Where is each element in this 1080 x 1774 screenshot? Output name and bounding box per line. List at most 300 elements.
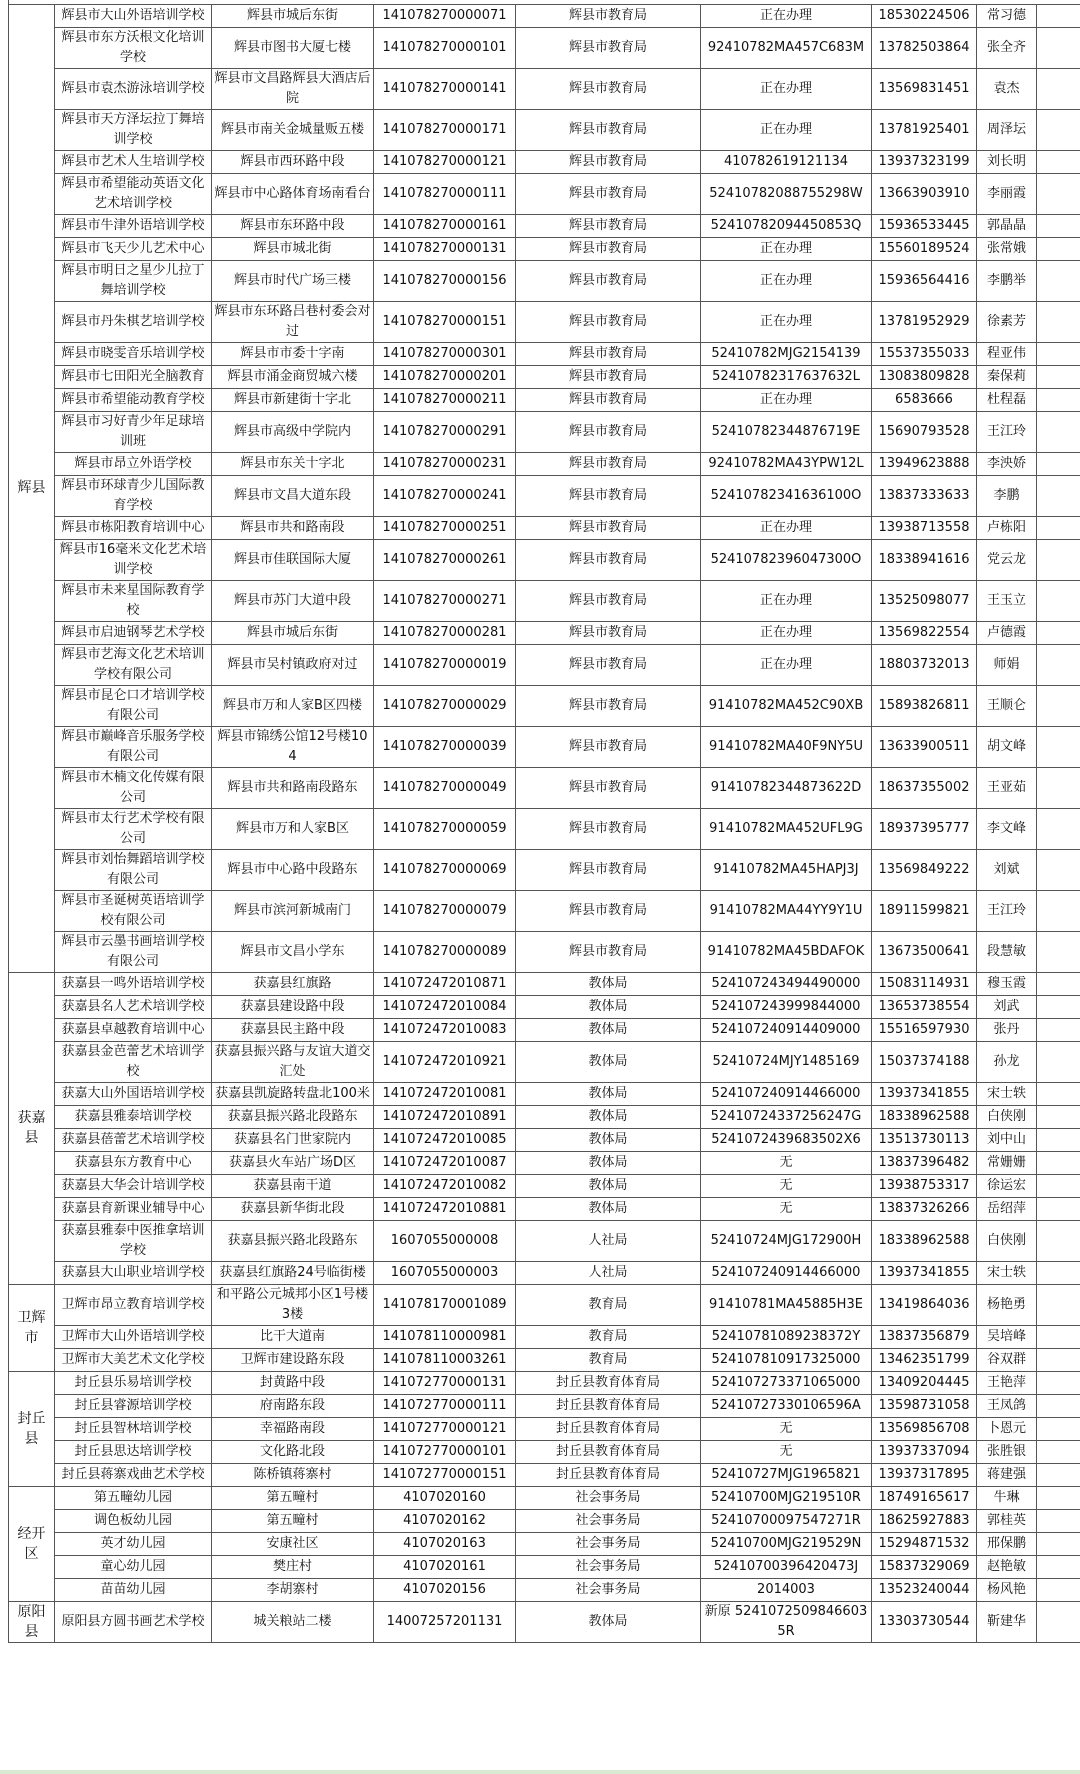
contact-person-cell: 王顺仑 — [977, 685, 1037, 726]
contact-person-cell: 郭晶晶 — [977, 214, 1037, 237]
license-number-cell: 141078270000201 — [374, 365, 516, 388]
credit-code-cell: 无 — [701, 1417, 872, 1440]
phone-cell: 13673500641 — [872, 931, 977, 972]
table-row — [9, 995, 1080, 1018]
region-cell: 原阳县 — [9, 1601, 55, 1642]
empty-cell — [1037, 1128, 1080, 1151]
phone-cell: 13949623888 — [872, 452, 977, 475]
authority-cell: 教体局 — [516, 995, 701, 1018]
school-name-cell: 卫辉市大山外语培训学校 — [55, 1325, 212, 1348]
license-number-cell: 141072472010871 — [374, 972, 516, 995]
empty-cell — [1037, 1174, 1080, 1197]
empty-cell — [1037, 580, 1080, 621]
empty-cell — [1037, 1601, 1080, 1642]
license-number-cell: 141078270000069 — [374, 849, 516, 890]
phone-cell: 13409204445 — [872, 1371, 977, 1394]
empty-cell — [1037, 767, 1080, 808]
address-cell: 辉县市东环路中段 — [212, 214, 374, 237]
license-number-cell: 141078270000131 — [374, 237, 516, 260]
table-row — [9, 1394, 1080, 1417]
credit-code-cell: 52410782094450853Q — [701, 214, 872, 237]
school-name-cell: 辉县市16毫米文化艺术培训学校 — [55, 539, 212, 580]
table-row — [9, 388, 1080, 411]
table-row — [9, 27, 1080, 68]
empty-cell — [1037, 808, 1080, 849]
empty-cell — [1037, 931, 1080, 972]
empty-cell — [1037, 995, 1080, 1018]
school-name-cell: 辉县市明日之星少儿拉丁舞培训学校 — [55, 260, 212, 301]
authority-cell: 辉县市教育局 — [516, 411, 701, 452]
contact-person-cell: 杜程磊 — [977, 388, 1037, 411]
authority-cell: 辉县市教育局 — [516, 173, 701, 214]
empty-cell — [1037, 342, 1080, 365]
address-cell: 辉县市城后东街 — [212, 621, 374, 644]
contact-person-cell: 党云龙 — [977, 539, 1037, 580]
school-name-cell: 获嘉县育新课业辅导中心 — [55, 1197, 212, 1220]
contact-person-cell: 徐素芳 — [977, 301, 1037, 342]
phone-cell: 18530224506 — [872, 4, 977, 27]
school-name-cell: 获嘉县金芭蕾艺术培训学校 — [55, 1041, 212, 1082]
contact-person-cell: 牛琳 — [977, 1486, 1037, 1509]
license-number-cell: 141078270000101 — [374, 27, 516, 68]
phone-cell: 13781925401 — [872, 109, 977, 150]
license-number-cell: 4107020161 — [374, 1555, 516, 1578]
contact-person-cell: 王凤鸽 — [977, 1394, 1037, 1417]
license-number-cell: 4107020156 — [374, 1578, 516, 1601]
license-number-cell: 141078270000271 — [374, 580, 516, 621]
credit-code-cell: 524107273371065000 — [701, 1371, 872, 1394]
contact-person-cell: 刘斌 — [977, 849, 1037, 890]
authority-cell: 社会事务局 — [516, 1578, 701, 1601]
license-number-cell: 141072472010881 — [374, 1197, 516, 1220]
authority-cell: 封丘县教育体育局 — [516, 1371, 701, 1394]
empty-cell — [1037, 1509, 1080, 1532]
empty-cell — [1037, 1440, 1080, 1463]
credit-code-cell: 52410782317637632L — [701, 365, 872, 388]
credit-code-cell: 无 — [701, 1197, 872, 1220]
authority-cell: 辉县市教育局 — [516, 68, 701, 109]
address-cell: 辉县市高级中学院内 — [212, 411, 374, 452]
address-cell: 卫辉市建设路东段 — [212, 1348, 374, 1371]
school-name-cell: 辉县市习好青少年足球培训班 — [55, 411, 212, 452]
contact-person-cell: 白侠刚 — [977, 1220, 1037, 1261]
address-cell: 辉县市东环路吕巷村委会对过 — [212, 301, 374, 342]
address-cell: 获嘉县民主路中段 — [212, 1018, 374, 1041]
address-cell: 和平路公元城邦小区1号楼3楼 — [212, 1284, 374, 1325]
address-cell: 辉县市时代广场三楼 — [212, 260, 374, 301]
contact-person-cell: 程亚伟 — [977, 342, 1037, 365]
license-number-cell: 141078270000111 — [374, 173, 516, 214]
address-cell: 辉县市西环路中段 — [212, 150, 374, 173]
school-name-cell: 辉县市大山外语培训学校 — [55, 4, 212, 27]
contact-person-cell: 卜恩元 — [977, 1417, 1037, 1440]
contact-person-cell: 王江玲 — [977, 411, 1037, 452]
credit-code-cell: 91410782MA40F9NY5U — [701, 726, 872, 767]
authority-cell: 辉县市教育局 — [516, 301, 701, 342]
credit-code-cell: 正在办理 — [701, 237, 872, 260]
license-number-cell: 141078270000156 — [374, 260, 516, 301]
empty-cell — [1037, 1532, 1080, 1555]
credit-code-cell: 92410782MA43YPW12L — [701, 452, 872, 475]
credit-code-cell: 正在办理 — [701, 388, 872, 411]
credit-code-cell: 52410700097547271R — [701, 1509, 872, 1532]
license-number-cell: 141078270000231 — [374, 452, 516, 475]
credit-code-cell: 524107810917325000 — [701, 1348, 872, 1371]
table-row — [9, 1261, 1080, 1284]
contact-person-cell: 吴培峰 — [977, 1325, 1037, 1348]
empty-cell — [1037, 1151, 1080, 1174]
address-cell: 辉县市文昌大道东段 — [212, 475, 374, 516]
phone-cell: 15837329069 — [872, 1555, 977, 1578]
address-cell: 幸福路南段 — [212, 1417, 374, 1440]
authority-cell: 辉县市教育局 — [516, 260, 701, 301]
authority-cell: 辉县市教育局 — [516, 726, 701, 767]
authority-cell: 辉县市教育局 — [516, 342, 701, 365]
address-cell: 辉县市南关金城量贩五楼 — [212, 109, 374, 150]
address-cell: 获嘉县火车站广场D区 — [212, 1151, 374, 1174]
contact-person-cell: 常习德 — [977, 4, 1037, 27]
credit-code-cell: 正在办理 — [701, 580, 872, 621]
phone-cell: 18637355002 — [872, 767, 977, 808]
empty-cell — [1037, 1105, 1080, 1128]
license-number-cell: 141072472010084 — [374, 995, 516, 1018]
table-row — [9, 1463, 1080, 1486]
credit-code-cell: 正在办理 — [701, 4, 872, 27]
address-cell: 获嘉县名门世家院内 — [212, 1128, 374, 1151]
authority-cell: 社会事务局 — [516, 1532, 701, 1555]
school-name-cell: 获嘉大山外国语培训学校 — [55, 1082, 212, 1105]
contact-person-cell: 胡文峰 — [977, 726, 1037, 767]
address-cell: 府南路东段 — [212, 1394, 374, 1417]
authority-cell: 辉县市教育局 — [516, 849, 701, 890]
table-row — [9, 539, 1080, 580]
school-name-cell: 辉县市太行艺术学校有限公司 — [55, 808, 212, 849]
empty-cell — [1037, 621, 1080, 644]
table-row — [9, 4, 1080, 27]
license-number-cell: 141078110003261 — [374, 1348, 516, 1371]
empty-cell — [1037, 1220, 1080, 1261]
school-name-cell: 获嘉县大华会计培训学校 — [55, 1174, 212, 1197]
table-row — [9, 685, 1080, 726]
empty-cell — [1037, 1486, 1080, 1509]
empty-cell — [1037, 539, 1080, 580]
license-number-cell: 141078270000049 — [374, 767, 516, 808]
authority-cell: 教育局 — [516, 1284, 701, 1325]
authority-cell: 封丘县教育体育局 — [516, 1463, 701, 1486]
credit-code-cell: 524107243968350​2X6 — [701, 1128, 872, 1151]
contact-person-cell: 蒋建强 — [977, 1463, 1037, 1486]
phone-cell: 13569856708 — [872, 1417, 977, 1440]
authority-cell: 教体局 — [516, 1151, 701, 1174]
empty-cell — [1037, 1578, 1080, 1601]
address-cell: 获嘉县建设路中段 — [212, 995, 374, 1018]
school-name-cell: 辉县市晓雯音乐培训学校 — [55, 342, 212, 365]
authority-cell: 辉县市教育局 — [516, 808, 701, 849]
table-row — [9, 475, 1080, 516]
table-row — [9, 890, 1080, 931]
empty-cell — [1037, 1284, 1080, 1325]
table-row — [9, 68, 1080, 109]
contact-person-cell: 刘长明 — [977, 150, 1037, 173]
empty-cell — [1037, 890, 1080, 931]
contact-person-cell: 刘武 — [977, 995, 1037, 1018]
contact-person-cell: 张丹 — [977, 1018, 1037, 1041]
credit-code-cell: 52410724337256247G — [701, 1105, 872, 1128]
credit-code-cell: 91410782MA45HAPJ3J — [701, 849, 872, 890]
school-name-cell: 辉县市艺海文化艺术培训学校有限公司 — [55, 644, 212, 685]
table-row — [9, 1348, 1080, 1371]
authority-cell: 教体局 — [516, 1018, 701, 1041]
license-number-cell: 141078270000089 — [374, 931, 516, 972]
table-row — [9, 931, 1080, 972]
table-row — [9, 342, 1080, 365]
credit-code-cell: 正在办理 — [701, 644, 872, 685]
table-row — [9, 301, 1080, 342]
phone-cell: 13462351799 — [872, 1348, 977, 1371]
empty-cell — [1037, 1348, 1080, 1371]
authority-cell: 辉县市教育局 — [516, 621, 701, 644]
credit-code-cell: 91410782MA45BDAFOK — [701, 931, 872, 972]
school-name-cell: 辉县市希望能动教育学校 — [55, 388, 212, 411]
contact-person-cell: 段慧敏 — [977, 931, 1037, 972]
license-number-cell: 141072472010085 — [374, 1128, 516, 1151]
address-cell: 辉县市新建街十字北 — [212, 388, 374, 411]
address-cell: 辉县市城北街 — [212, 237, 374, 260]
empty-cell — [1037, 1041, 1080, 1082]
contact-person-cell: 李文峰 — [977, 808, 1037, 849]
empty-cell — [1037, 1463, 1080, 1486]
empty-cell — [1037, 237, 1080, 260]
contact-person-cell: 王玉立 — [977, 580, 1037, 621]
authority-cell: 辉县市教育局 — [516, 516, 701, 539]
empty-cell — [1037, 1325, 1080, 1348]
table-row — [9, 1284, 1080, 1325]
license-number-cell: 141072472010081 — [374, 1082, 516, 1105]
address-cell: 辉县市中心路体育场南看台 — [212, 173, 374, 214]
authority-cell: 辉县市教育局 — [516, 580, 701, 621]
phone-cell: 13083809828 — [872, 365, 977, 388]
school-name-cell: 辉县市七田阳光全脑教育 — [55, 365, 212, 388]
address-cell: 辉县市中心路中段路东 — [212, 849, 374, 890]
license-number-cell: 141078270000291 — [374, 411, 516, 452]
table-row — [9, 1555, 1080, 1578]
license-number-cell: 141078270000141 — [374, 68, 516, 109]
school-name-cell: 获嘉县蓓蕾艺术培训学校 — [55, 1128, 212, 1151]
empty-cell — [1037, 411, 1080, 452]
license-number-cell: 141078270000029 — [374, 685, 516, 726]
school-name-cell: 获嘉县名人艺术培训学校 — [55, 995, 212, 1018]
school-name-cell: 辉县市未来星国际教育学校 — [55, 580, 212, 621]
credit-code-cell: 52410781089238372Y — [701, 1325, 872, 1348]
contact-person-cell: 谷双群 — [977, 1348, 1037, 1371]
address-cell: 樊庄村 — [212, 1555, 374, 1578]
address-cell: 辉县市共和路南段 — [212, 516, 374, 539]
contact-person-cell: 赵艳敏 — [977, 1555, 1037, 1578]
table-row — [9, 849, 1080, 890]
phone-cell: 13782503864 — [872, 27, 977, 68]
empty-cell — [1037, 849, 1080, 890]
authority-cell: 教体局 — [516, 1197, 701, 1220]
table-row — [9, 365, 1080, 388]
school-name-cell: 第五疃幼儿园 — [55, 1486, 212, 1509]
credit-code-cell: 91410782MA452C90XB — [701, 685, 872, 726]
license-number-cell: 141078270000171 — [374, 109, 516, 150]
address-cell: 获嘉县南干道 — [212, 1174, 374, 1197]
address-cell: 辉县市城后东街 — [212, 4, 374, 27]
license-number-cell: 141078270000241 — [374, 475, 516, 516]
license-number-cell: 141078270000121 — [374, 150, 516, 173]
license-number-cell: 141078270000019 — [374, 644, 516, 685]
license-number-cell: 141072472010082 — [374, 1174, 516, 1197]
school-name-cell: 辉县市飞天少儿艺术中心 — [55, 237, 212, 260]
phone-cell: 18338962588 — [872, 1105, 977, 1128]
address-cell: 辉县市苏门大道中段 — [212, 580, 374, 621]
address-cell: 辉县市图书大厦七楼 — [212, 27, 374, 68]
table-row — [9, 1325, 1080, 1348]
region-cell: 获嘉县 — [9, 972, 55, 1284]
phone-cell: 18749165617 — [872, 1486, 977, 1509]
address-cell: 获嘉县振兴路北段路东 — [212, 1220, 374, 1261]
phone-cell: 13598731058 — [872, 1394, 977, 1417]
credit-code-cell: 52410782MJG2154139 — [701, 342, 872, 365]
credit-code-cell: 91410782MA452UFL9G — [701, 808, 872, 849]
authority-cell: 辉县市教育局 — [516, 214, 701, 237]
credit-code-cell: 52410782396047300O — [701, 539, 872, 580]
empty-cell — [1037, 1018, 1080, 1041]
empty-cell — [1037, 1082, 1080, 1105]
empty-cell — [1037, 260, 1080, 301]
phone-cell: 18803732013 — [872, 644, 977, 685]
credit-code-cell: 52410727330106596A — [701, 1394, 872, 1417]
contact-person-cell: 杨风艳 — [977, 1578, 1037, 1601]
license-number-cell: 141078270000161 — [374, 214, 516, 237]
contact-person-cell: 徐运宏 — [977, 1174, 1037, 1197]
address-cell: 辉县市吴村镇政府对过 — [212, 644, 374, 685]
address-cell: 城关粮站二楼 — [212, 1601, 374, 1642]
license-number-cell: 141078270000251 — [374, 516, 516, 539]
phone-cell: 13837326266 — [872, 1197, 977, 1220]
authority-cell: 人社局 — [516, 1220, 701, 1261]
phone-cell: 18937395777 — [872, 808, 977, 849]
credit-code-cell: 524107243999844000 — [701, 995, 872, 1018]
contact-person-cell: 宋士轶 — [977, 1261, 1037, 1284]
table-row — [9, 1486, 1080, 1509]
empty-cell — [1037, 516, 1080, 539]
table-row — [9, 1220, 1080, 1261]
school-name-cell: 封丘县智林培训学校 — [55, 1417, 212, 1440]
table-row — [9, 516, 1080, 539]
phone-cell: 15294871532 — [872, 1532, 977, 1555]
region-cell: 辉县 — [9, 4, 55, 972]
region-cell: 卫辉市 — [9, 1284, 55, 1371]
table-row — [9, 1532, 1080, 1555]
phone-cell: 18338962588 — [872, 1220, 977, 1261]
credit-code-cell: 无 — [701, 1440, 872, 1463]
phone-cell: 13937341855 — [872, 1082, 977, 1105]
license-number-cell: 141072770000111 — [374, 1394, 516, 1417]
phone-cell: 13523240044 — [872, 1578, 977, 1601]
phone-cell: 13569831451 — [872, 68, 977, 109]
phone-cell: 18338941616 — [872, 539, 977, 580]
phone-cell: 6583666 — [872, 388, 977, 411]
contact-person-cell: 李鹏 — [977, 475, 1037, 516]
region-cell: 经开区 — [9, 1486, 55, 1601]
license-number-cell: 4107020162 — [374, 1509, 516, 1532]
address-cell: 获嘉县振兴路与友谊大道交汇处 — [212, 1041, 374, 1082]
phone-cell: 13938713558 — [872, 516, 977, 539]
authority-cell: 教体局 — [516, 1601, 701, 1642]
school-name-cell: 辉县市袁杰游泳培训学校 — [55, 68, 212, 109]
credit-code-cell: 52410700MJG219529N — [701, 1532, 872, 1555]
credit-code-cell: 正在办理 — [701, 260, 872, 301]
contact-person-cell: 孙龙 — [977, 1041, 1037, 1082]
authority-cell: 辉县市教育局 — [516, 150, 701, 173]
phone-cell: 13937323199 — [872, 150, 977, 173]
table-row — [9, 260, 1080, 301]
license-number-cell: 14007257201131 — [374, 1601, 516, 1642]
school-name-cell: 辉县市艺术人生培训学校 — [55, 150, 212, 173]
school-name-cell: 辉县市云墨书画培训学校有限公司 — [55, 931, 212, 972]
authority-cell: 教体局 — [516, 1105, 701, 1128]
empty-cell — [1037, 4, 1080, 27]
credit-code-cell: 410782619121134 — [701, 150, 872, 173]
school-name-cell: 英才幼儿园 — [55, 1532, 212, 1555]
credit-code-cell: 52410724MJY1485169 — [701, 1041, 872, 1082]
table-row — [9, 411, 1080, 452]
address-cell: 辉县市万和人家B区四楼 — [212, 685, 374, 726]
empty-cell — [1037, 452, 1080, 475]
phone-cell: 15690793528 — [872, 411, 977, 452]
address-cell: 辉县市涌金商贸城六楼 — [212, 365, 374, 388]
contact-person-cell: 宋士轶 — [977, 1082, 1037, 1105]
license-number-cell: 4107020163 — [374, 1532, 516, 1555]
bottom-border-strip — [0, 1770, 1080, 1774]
table-row — [9, 972, 1080, 995]
school-name-cell: 辉县市丹朱棋艺培训学校 — [55, 301, 212, 342]
authority-cell: 封丘县教育体育局 — [516, 1440, 701, 1463]
school-name-cell: 卫辉市大美艺术文化学校 — [55, 1348, 212, 1371]
table-row — [9, 1578, 1080, 1601]
license-number-cell: 141072770000131 — [374, 1371, 516, 1394]
license-number-cell: 141078110000981 — [374, 1325, 516, 1348]
school-name-cell: 获嘉县一鸣外语培训学校 — [55, 972, 212, 995]
empty-cell — [1037, 1261, 1080, 1284]
authority-cell: 社会事务局 — [516, 1509, 701, 1532]
school-name-cell: 辉县市启迪钢琴艺术学校 — [55, 621, 212, 644]
credit-code-cell: 92410782MA457C683M — [701, 27, 872, 68]
contact-person-cell: 秦保莉 — [977, 365, 1037, 388]
contact-person-cell: 张全齐 — [977, 27, 1037, 68]
empty-cell — [1037, 365, 1080, 388]
credit-code-cell: 91410781MA45885H3E — [701, 1284, 872, 1325]
table-row — [9, 767, 1080, 808]
credit-code-cell: 52410727MJG1965821 — [701, 1463, 872, 1486]
empty-cell — [1037, 972, 1080, 995]
phone-cell: 15516597930 — [872, 1018, 977, 1041]
empty-cell — [1037, 1394, 1080, 1417]
license-number-cell: 4107020160 — [374, 1486, 516, 1509]
contact-person-cell: 李鹏举 — [977, 260, 1037, 301]
authority-cell: 辉县市教育局 — [516, 365, 701, 388]
authority-cell: 辉县市教育局 — [516, 644, 701, 685]
authority-cell: 辉县市教育局 — [516, 452, 701, 475]
authority-cell: 教体局 — [516, 1128, 701, 1151]
empty-cell — [1037, 644, 1080, 685]
phone-cell: 13937337094 — [872, 1440, 977, 1463]
license-number-cell: 141078270000211 — [374, 388, 516, 411]
address-cell: 获嘉县红旗路 — [212, 972, 374, 995]
table-row — [9, 173, 1080, 214]
